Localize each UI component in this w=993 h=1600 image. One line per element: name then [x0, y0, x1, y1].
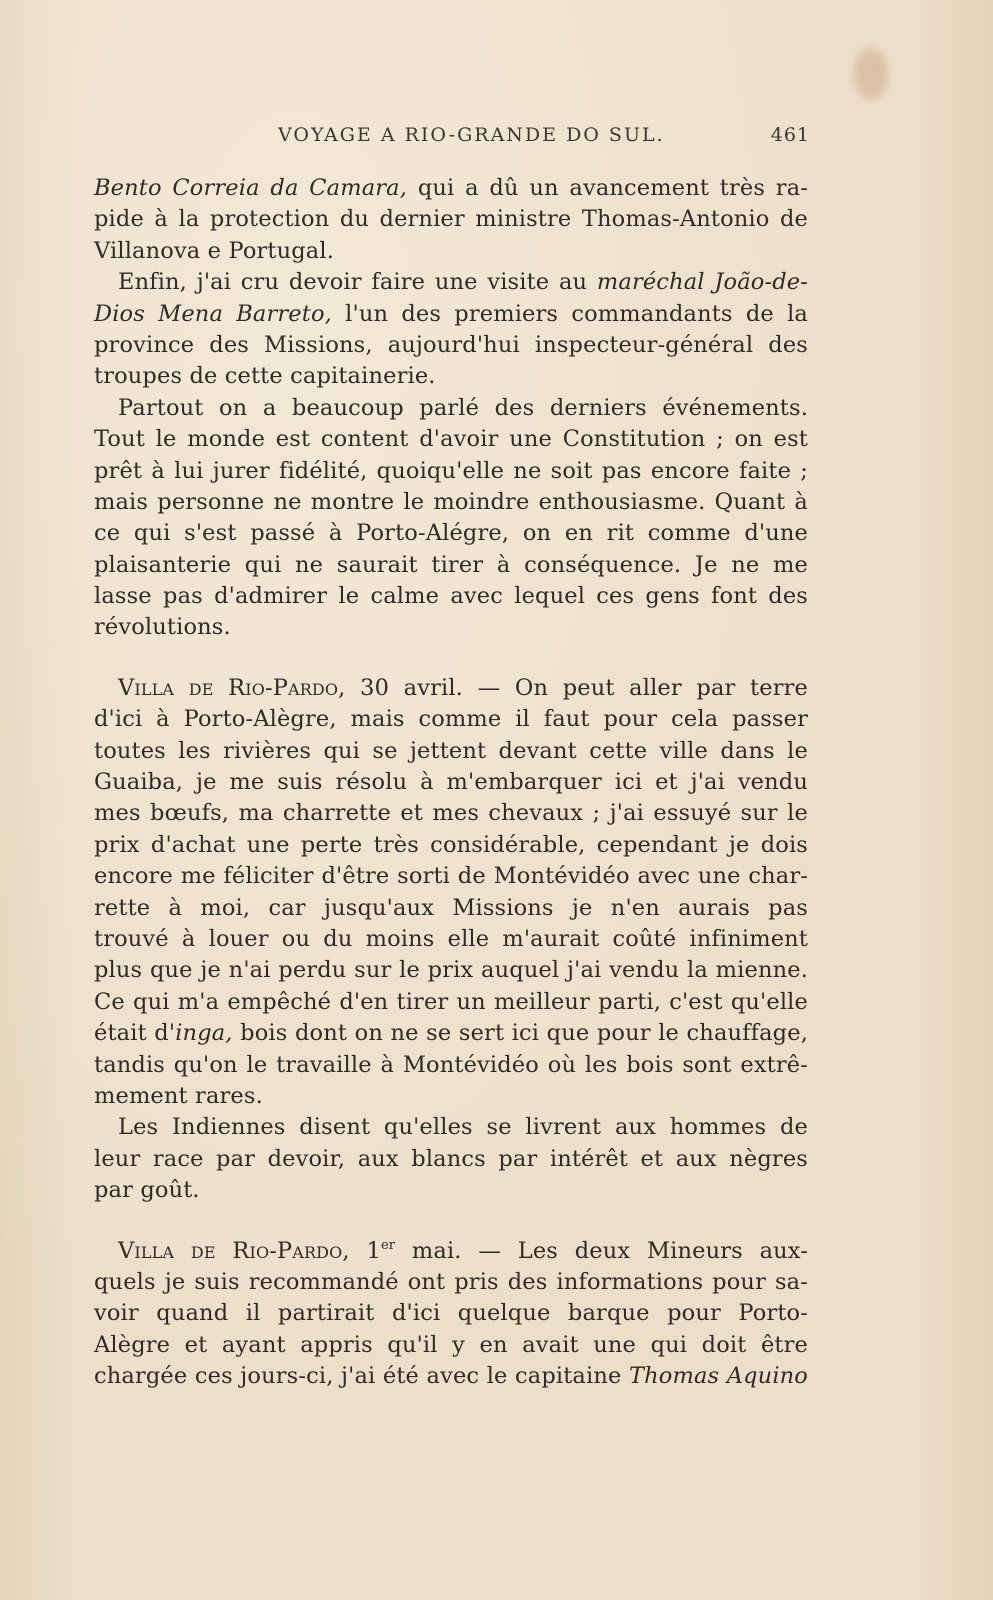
text-line	[94, 267, 808, 298]
text-line: Les Indiennes disent qu'elles se livrent aux hommes de	[118, 1114, 808, 1141]
text-span: l'un des premiers commandants de la	[331, 300, 808, 327]
text-line: Tout le monde est content d'avoir une Constitution ; on est	[94, 426, 808, 453]
paragraph-2	[94, 267, 808, 393]
text-span: qui a dû un avancement très ra-	[407, 175, 809, 201]
italic-term: inga,	[175, 1020, 233, 1047]
text-span: 30 avril. — On peut aller par terre	[345, 674, 808, 701]
text-line: par goût.	[94, 1177, 200, 1204]
person-name: Dios Mena Barreto,	[94, 300, 332, 327]
text-line: prêt à lui jurer fidélité, quoiqu'elle ne soit pas encore faite ;	[94, 457, 808, 484]
text-line: Guaiba, je me suis résolu à m'embarquer ici et j'ai vendu	[94, 769, 808, 796]
dateline-place: Villa de Rio-Pardo,	[118, 674, 346, 701]
text-line: troupes de cette capitainerie.	[94, 363, 436, 390]
text-line: voir quand il partirait d'ici quelque barque pour Porto-	[94, 1300, 808, 1327]
text-line: tandis qu'on le travaille à Montévidéo où les bois sont extrê-	[94, 1051, 808, 1078]
person-name: Bento Correia da Camara,	[94, 175, 408, 201]
text-line: province des Missions, aujourd'hui inspecteur-général des	[94, 331, 808, 358]
page-number: 461	[770, 124, 810, 146]
text-line: Ce qui m'a empêché d'en tirer un meilleur parti, c'est qu'elle	[94, 988, 808, 1015]
text-line: lasse pas d'admirer le calme avec lequel ces gens font des	[94, 583, 808, 610]
text-line: mes bœufs, ma charrette et mes chevaux ; j'ai essuyé sur le	[94, 800, 808, 827]
text-span: Enfin, j'ai cru devoir faire une visite au	[118, 269, 597, 296]
text-line	[94, 1018, 808, 1049]
text-line: encore me féliciter d'être sorti de Montévidéo avec une char-	[94, 863, 808, 890]
paragraph-3	[94, 393, 808, 644]
text-line: d'ici à Porto-Alègre, mais comme il faut pour cela passer	[94, 706, 808, 733]
paragraph-6	[94, 1236, 808, 1393]
text-line: leur race par devoir, aux blancs par intérêt et aux nègres	[94, 1145, 808, 1172]
text-line	[94, 1236, 808, 1267]
section-gap	[94, 644, 808, 673]
text-span: mai. — Les deux Mineurs aux-	[395, 1237, 808, 1264]
text-line	[94, 299, 808, 330]
text-line: quels je suis recommandé ont pris des informations pour sa-	[94, 1268, 808, 1295]
text-span: 1	[349, 1237, 381, 1264]
ordinal-superscript: er	[380, 1237, 396, 1253]
paragraph-5	[94, 1112, 808, 1206]
text-line: prix d'achat une perte très considérable, cependant je dois	[94, 831, 808, 858]
person-name: Thomas Aquino	[628, 1363, 808, 1390]
paper-stain	[854, 48, 888, 100]
text-line	[94, 173, 808, 204]
paragraph-4	[94, 673, 808, 1112]
paragraph-1	[94, 173, 808, 267]
dateline-place: Villa de Rio-Pardo,	[118, 1237, 350, 1264]
text-line: Partout on a beaucoup parlé des derniers événements.	[118, 394, 808, 421]
text-span: était d'	[94, 1020, 176, 1047]
person-name: maréchal João-de-	[596, 269, 808, 296]
text-line: ce qui s'est passé à Porto-Alégre, on en rit comme d'une	[94, 520, 808, 547]
text-line: plus que je n'ai perdu sur le prix auquel j'ai vendu la mienne.	[94, 957, 808, 984]
text-line: toutes les rivières qui se jettent devant cette ville dans le	[94, 737, 808, 764]
running-title: VOYAGE A RIO-GRANDE DO SUL.	[278, 124, 665, 146]
running-header	[0, 120, 993, 150]
text-line: Villanova e Portugal.	[94, 237, 335, 264]
text-line: trouvé à louer ou du moins elle m'aurait coûté infiniment	[94, 925, 808, 952]
text-line: rette à moi, car jusqu'aux Missions je n'en aurais pas	[94, 894, 808, 921]
text-line: mement rares.	[94, 1082, 263, 1109]
section-gap	[94, 1207, 808, 1236]
text-line	[94, 1361, 808, 1392]
text-span: bois dont on ne se sert ici que pour le chauffage,	[232, 1020, 808, 1047]
text-line: pide à la protection du dernier ministre Thomas-Antonio de	[94, 206, 808, 233]
text-line	[94, 673, 808, 704]
text-line: mais personne ne montre le moindre enthousiasme. Quant à	[94, 488, 808, 515]
text-line: révolutions.	[94, 614, 231, 641]
text-span: chargée ces jours-ci, j'ai été avec le capitaine	[94, 1363, 629, 1390]
body-text	[94, 173, 808, 1392]
text-line: plaisanterie qui ne saurait tirer à conséquence. Je ne me	[94, 551, 808, 578]
text-line: Alègre et ayant appris qu'il y en avait une qui doit être	[94, 1331, 808, 1358]
